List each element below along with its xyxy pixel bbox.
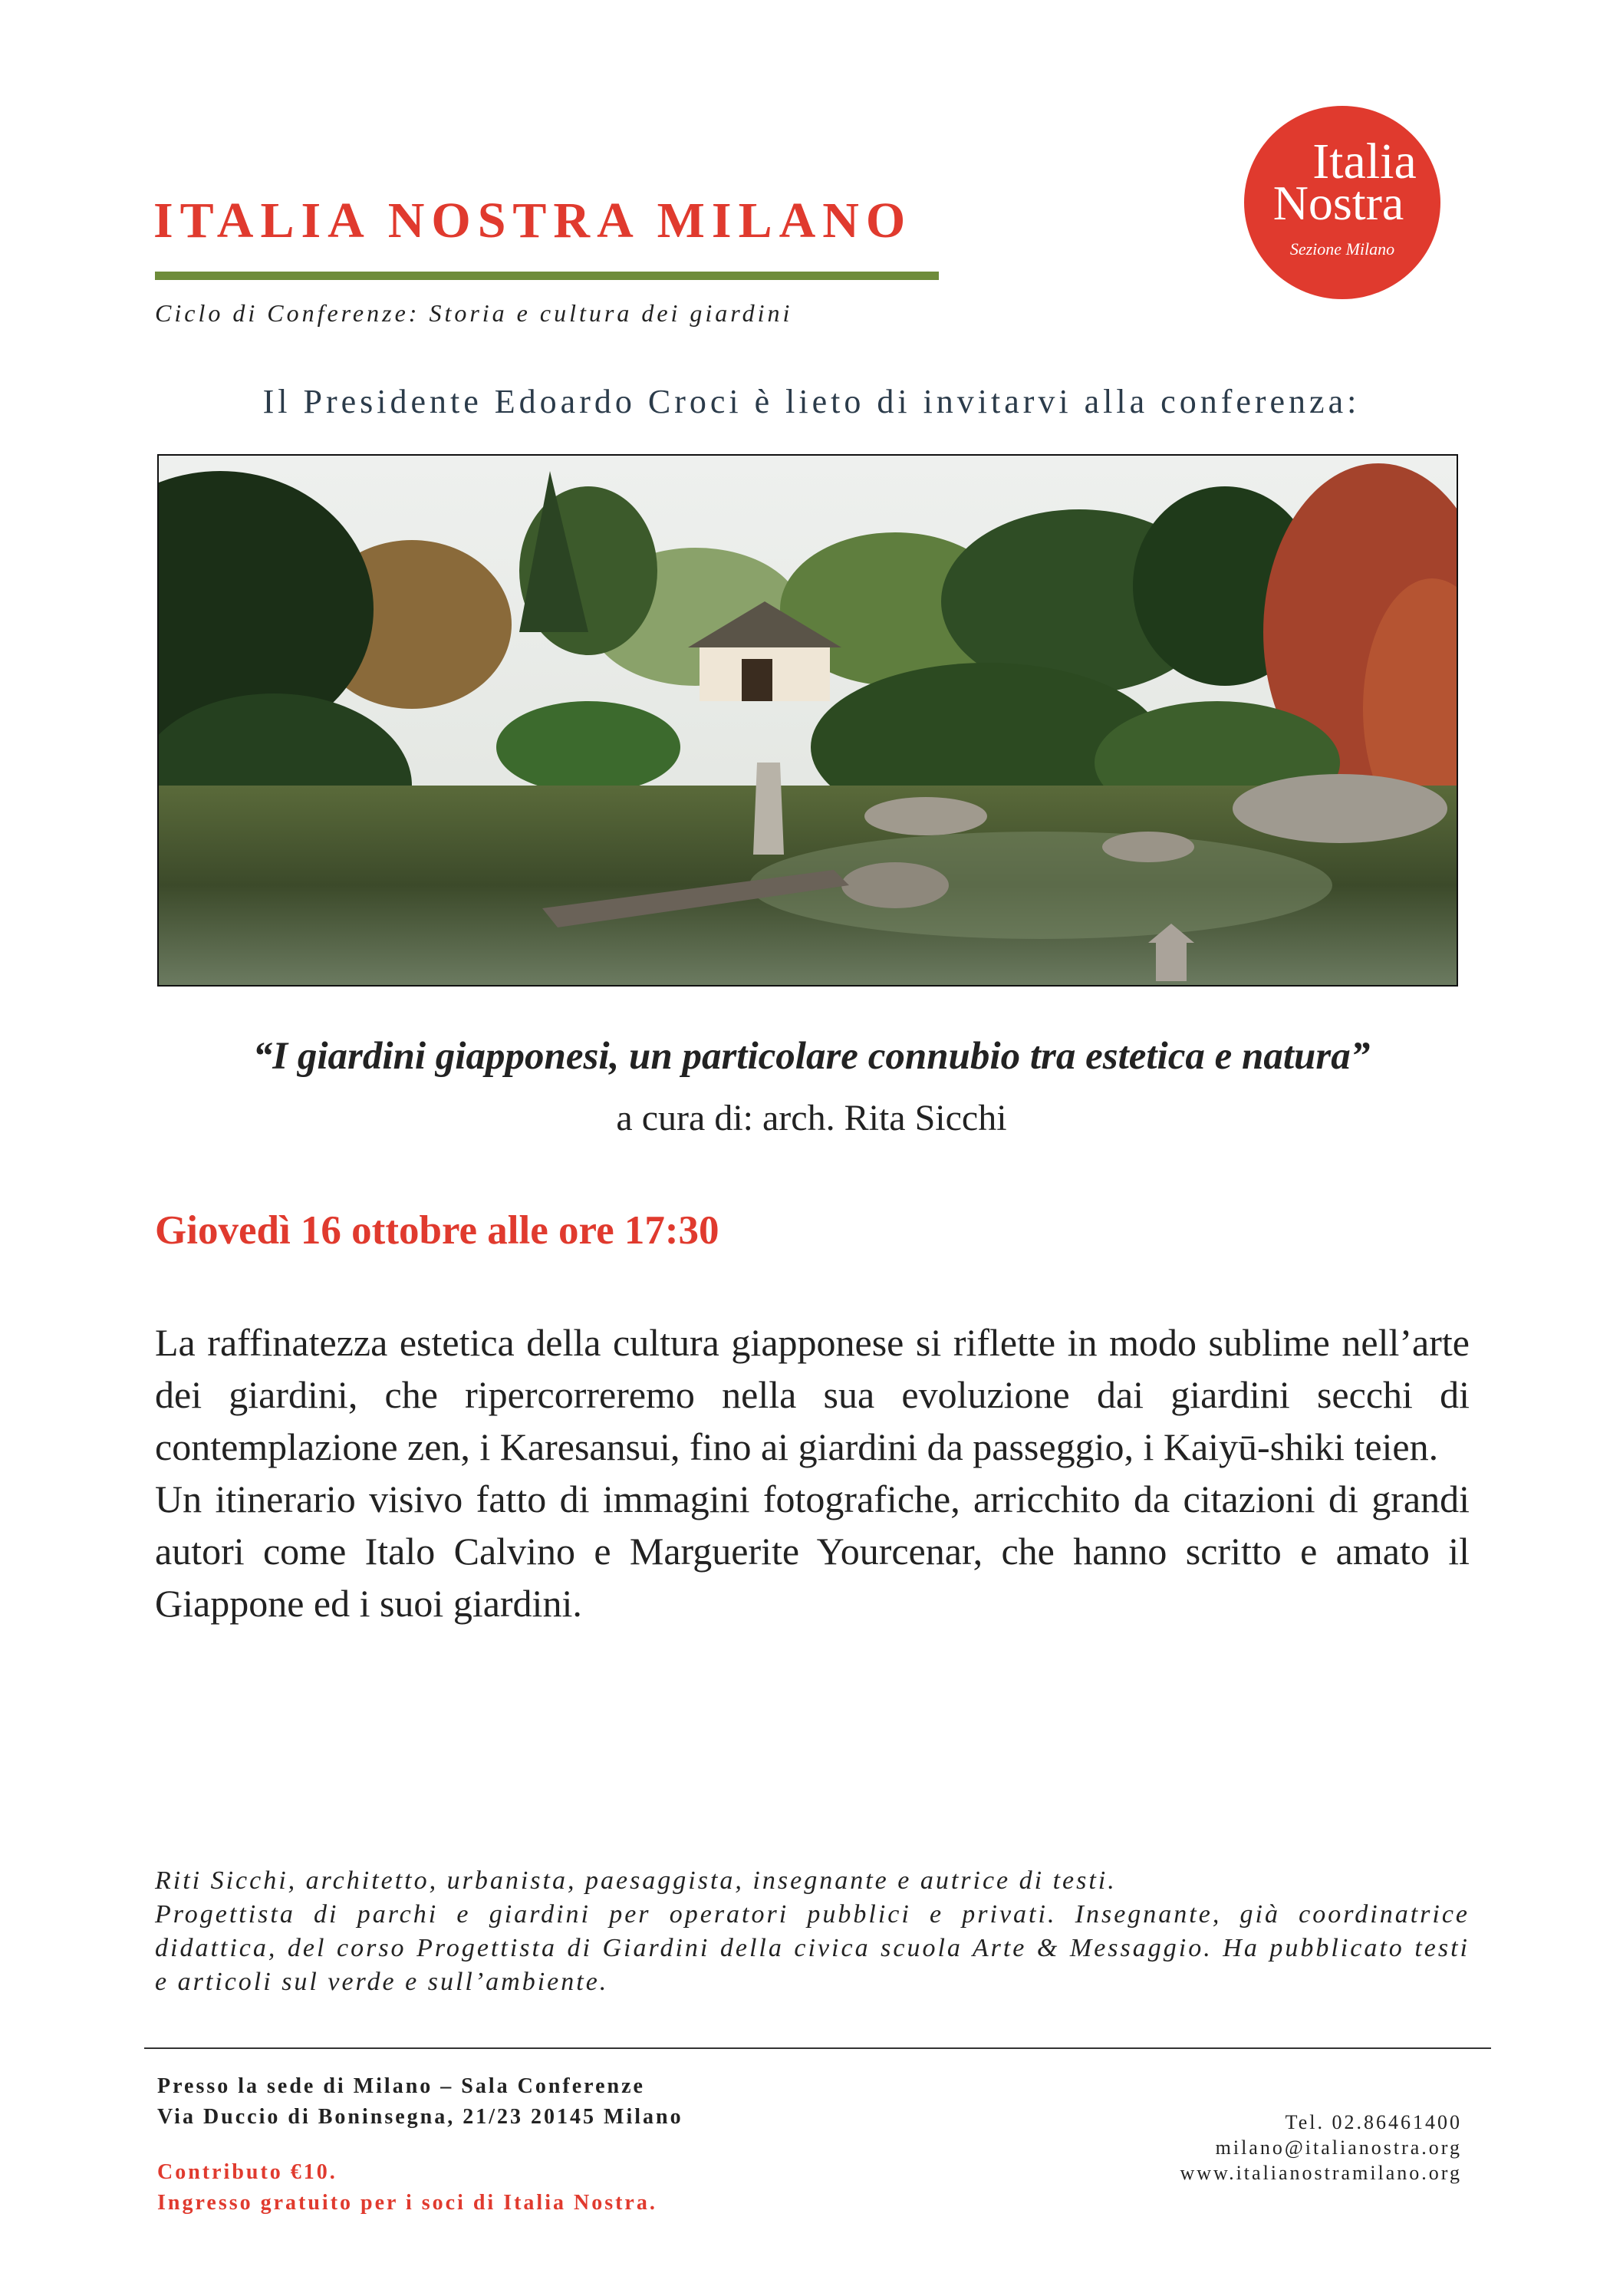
venue-line-1: Presso la sede di Milano – Sala Conferenze [157,2074,645,2098]
japanese-garden-photo [157,454,1458,987]
talk-description [155,1316,1470,1629]
italia-nostra-logo [1242,104,1443,301]
organization-title: ITALIA NOSTRA MILANO [153,193,913,249]
fee-info [157,2157,657,2219]
website-link[interactable]: www.italianostramilano.org [1180,2162,1462,2184]
venue-address: Via Duccio di Boninsegna, 21/23 20145 Milano [157,2105,683,2129]
venue-info [157,2071,683,2133]
bio-paragraph-2: Progettista di parchi e giardini per operatori pubblici e privati. Insegnante, già coordinatrice didattica, del corso Progettista di Giardini della civica scuola Arte & Messaggio. Ha pubblicato testi e articoli sul verde e sull’ambiente. [155,1900,1470,1996]
description-paragraph-1: La raffinatezza estetica della cultura giapponese si riflette in modo sublime nell’arte dei giardini, che ripercorreremo nella sua evoluzione dai giardini secchi di contemplazione zen, i Karesansui, fino ai giardini da passeggio, i Kaiyū-shiki teien. [155,1321,1470,1468]
talk-curator: a cura di: arch. Rita Sicchi [616,1098,1007,1138]
event-date: Giovedì 16 ottobre alle ore 17:30 [155,1208,719,1253]
title-divider [155,272,939,280]
conference-cycle-subtitle: Ciclo di Conferenze: Storia e cultura dei giardini [155,299,793,327]
garden-illustration [159,456,1457,985]
logo-line-1: Italia [1312,133,1417,189]
logo-line-2: Nostra [1272,176,1404,230]
contact-info [1180,2110,1462,2186]
email-link[interactable]: milano@italianostra.org [1215,2136,1462,2159]
phone-number: Tel. 02.86461400 [1285,2111,1462,2133]
invitation-line: Il Presidente Edoardo Croci è lieto di invitarvi alla conferenza: [262,383,1361,420]
fee-line: Contributo €10. [157,2160,337,2184]
bio-paragraph-1: Riti Sicchi, architetto, urbanista, paesaggista, insegnante e autrice di testi. [155,1866,1117,1895]
description-paragraph-2: Un itinerario visivo fatto di immagini fotografiche, arricchito da citazioni di grandi autori come Italo Calvino e Marguerite Yourcenar, che hanno scritto e amato il Giappone ed i suoi giardini. [155,1477,1470,1625]
speaker-bio [155,1864,1470,1999]
footer-divider [144,2047,1491,2049]
talk-title: “I giardini giapponesi, un particolare connubio tra estetica e natura” [252,1035,1371,1078]
logo-line-3: Sezione Milano [1289,239,1395,259]
free-entry-line: Ingresso gratuito per i soci di Italia Nostra. [157,2191,657,2215]
